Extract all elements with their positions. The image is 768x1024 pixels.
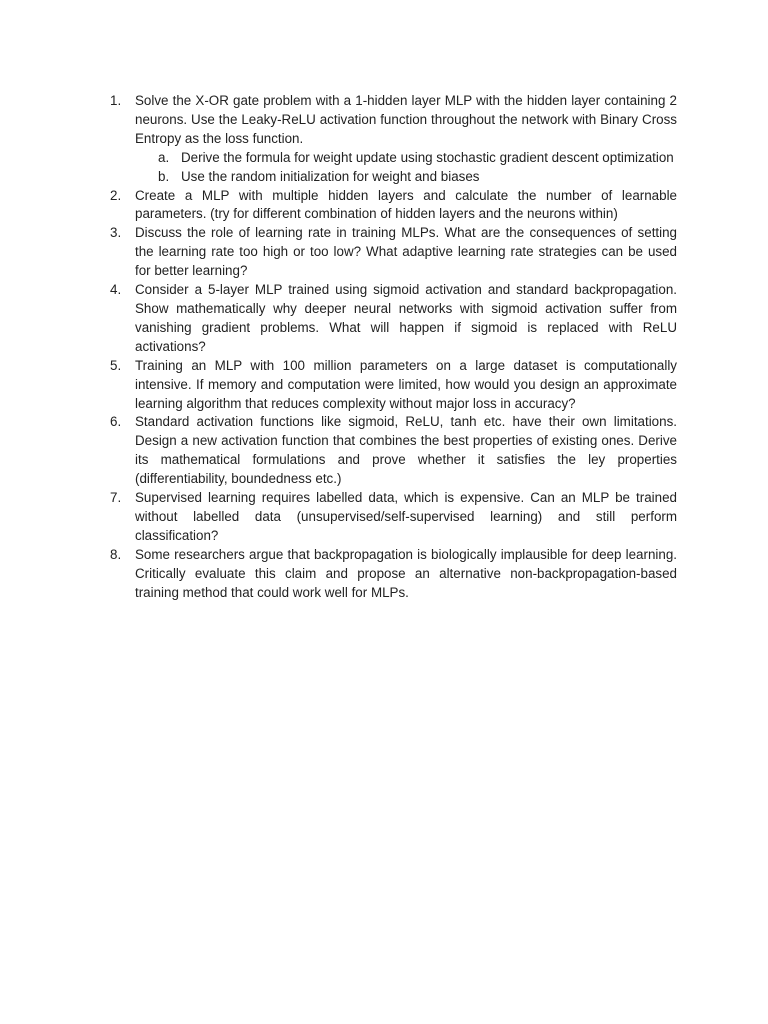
question-text: Consider a 5-layer MLP trained using sigmoid activation and standard backpropagation. Show mathematically why deeper neural networks with sigmoid activation suffer from vanishing gradient problems. What will happen if sigmoid is replaced with ReLU activations?	[135, 282, 677, 354]
question-text: Discuss the role of learning rate in training MLPs. What are the consequences of setting the learning rate too high or too low? What adaptive learning rate strategies can be used for better learning?	[135, 225, 677, 279]
question-item-3	[110, 224, 677, 281]
question-item-5	[110, 357, 677, 414]
sub-question-item-b	[135, 168, 677, 187]
sub-question-list	[135, 149, 677, 187]
question-number: 3.	[110, 225, 122, 241]
question-item-8	[110, 546, 677, 603]
question-number: 1.	[110, 93, 122, 108]
question-text: Standard activation functions like sigmoid, ReLU, tanh etc. have their own limitations. Design a new activation function that combines the best properties of existing ones. Derive its mathematical formulations and prove whether it satisfies the ley properties (differentiability, boundedness etc.)	[135, 414, 677, 487]
question-number: 7.	[110, 490, 122, 506]
question-number: 6.	[110, 414, 122, 430]
question-text: Create a MLP with multiple hidden layers and calculate the number of learnable parameters. (try for different combination of hidden layers and the neurons within)	[135, 187, 677, 222]
question-text: Solve the X-OR gate problem with a 1-hidden layer MLP with the hidden layer containing 2 neurons. Use the Leaky-ReLU activation function throughout the network with Binary Cross Entropy as the loss function.	[135, 93, 677, 146]
question-number: 5.	[110, 357, 122, 373]
sub-question-text: Use the random initialization for weight and biases	[181, 168, 480, 184]
question-number: 2.	[110, 187, 122, 203]
question-number: 8.	[110, 546, 122, 562]
question-text: Training an MLP with 100 million parameters on a large dataset is computationally intensive. If memory and computation were limited, how would you design an approximate learning algorithm that reduces complexity without major loss in accuracy?	[135, 357, 677, 411]
sub-question-label: b.	[158, 168, 170, 184]
question-item-1	[110, 92, 677, 187]
sub-question-item-a	[135, 149, 677, 168]
question-item-4	[110, 281, 677, 357]
sub-question-label: a.	[158, 149, 170, 165]
sub-question-text: Derive the formula for weight update using stochastic gradient descent optimization	[181, 149, 674, 165]
question-text: Some researchers argue that backpropagation is biologically implausible for deep learning. Critically evaluate this claim and propose an alternative non-backpropagation-based training method that could work well for MLPs.	[135, 546, 677, 600]
question-item-2	[110, 187, 677, 225]
question-item-7	[110, 489, 677, 546]
question-item-6	[110, 413, 677, 489]
question-number: 4.	[110, 282, 122, 298]
question-list	[110, 92, 677, 602]
question-text: Supervised learning requires labelled data, which is expensive. Can an MLP be trained without labelled data (unsupervised/self-supervised learning) and still perform classification?	[135, 490, 677, 543]
